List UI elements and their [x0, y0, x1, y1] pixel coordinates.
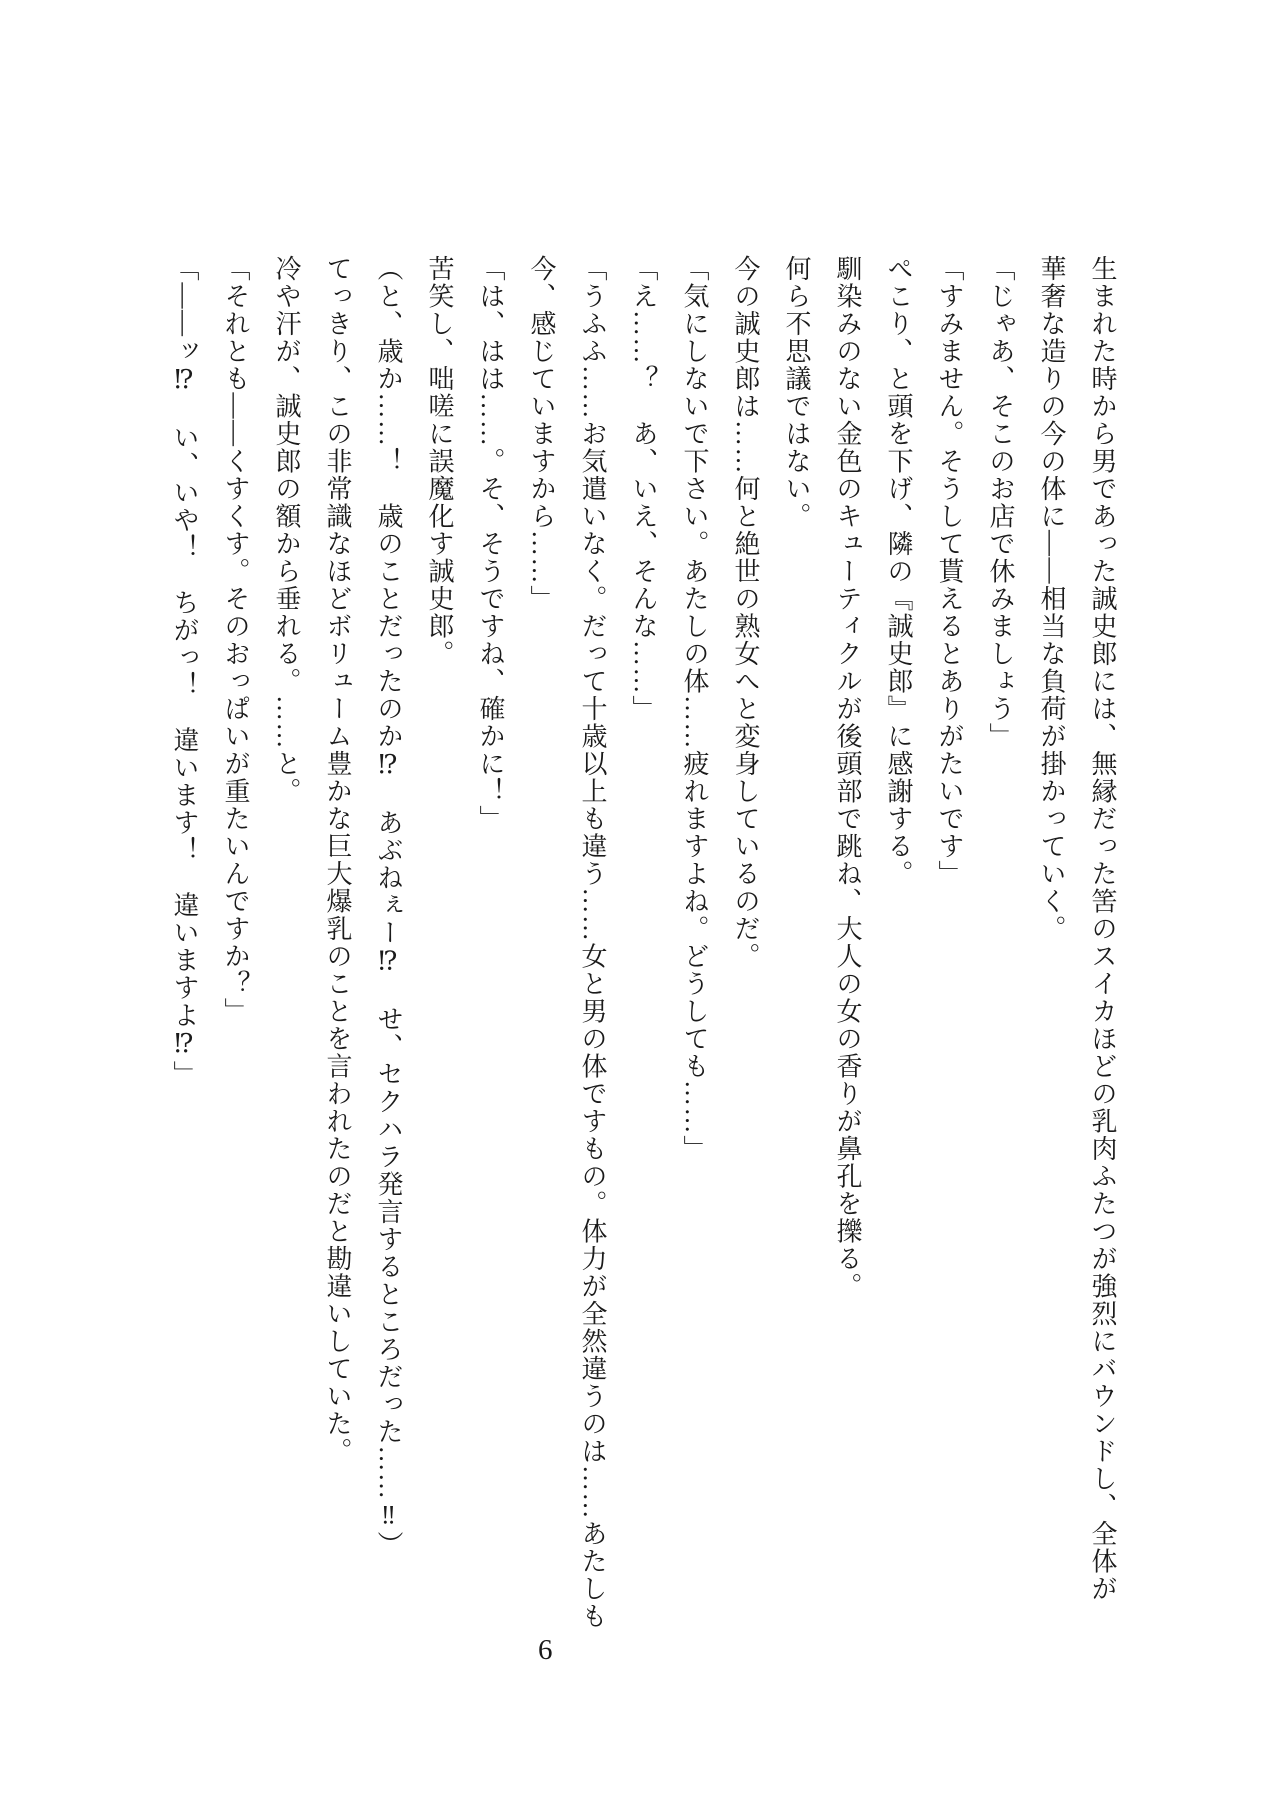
text-line: ぺこり、と頭を下げ、隣の『誠史郎』に感謝する。: [884, 255, 913, 888]
text-line: 今、感じていますから……」: [527, 255, 556, 613]
text-block: [159, 255, 1128, 1630]
text-line: 今の誠史郎は……何と絶世の熟女へと変身しているのだ。: [731, 255, 760, 970]
text-line: 華奢な造りの今の体に――相当な負荷が掛かっていく。: [1037, 255, 1066, 943]
text-line: 苦笑し、咄嗟に誤魔化す誠史郎。: [425, 255, 454, 668]
text-line: 何ら不思議ではない。: [782, 255, 811, 530]
page-number: 6: [538, 1634, 553, 1666]
text-line: 「は、はは……。そ、そうですね、確かに！」: [476, 255, 505, 833]
text-line: 「それとも――くすくす。そのおっぱいが重たいんですか？」: [221, 255, 250, 1025]
text-line: 生まれた時から男であった誠史郎には、無縁だった筈のスイカほどの乳肉ふたつが強烈にバウンドし、全体が: [1088, 255, 1117, 1603]
text-line: （と、歳か……！ 歳のことだったのか⁉ あぶねぇー⁉ せ、セクハラ発言するところだった……‼）: [374, 255, 403, 1559]
text-line: 「――ッ⁉ い、いや！ ちがっ！ 違います！ 違いますよ⁉」: [170, 255, 199, 1088]
text-line: 「じゃあ、そこのお店で休みましょう」: [986, 255, 1015, 750]
text-line: 「気にしないで下さい。あたしの体……疲れますよね。どうしても……」: [680, 255, 709, 1163]
text-line: 「え……？ あ、いえ、そんな……」: [629, 255, 658, 723]
text-line: 馴染みのない金色のキューティクルが後頭部で跳ね、大人の女の香りが鼻孔を擽る。: [833, 255, 862, 1300]
text-line: 冷や汗が、誠史郎の額から垂れる。……と。: [272, 255, 301, 805]
text-line: 「すみません。そうして貰えるとありがたいです」: [935, 255, 964, 888]
text-line: 「うふふ……お気遣いなく。だって十歳以上も違う……女と男の体ですもの。体力が全然違うのは……あたしも: [578, 255, 607, 1630]
text-line: てっきり、この非常識なほどボリューム豊かな巨大爆乳のことを言われたのだと勘違いしていた。: [323, 255, 352, 1465]
